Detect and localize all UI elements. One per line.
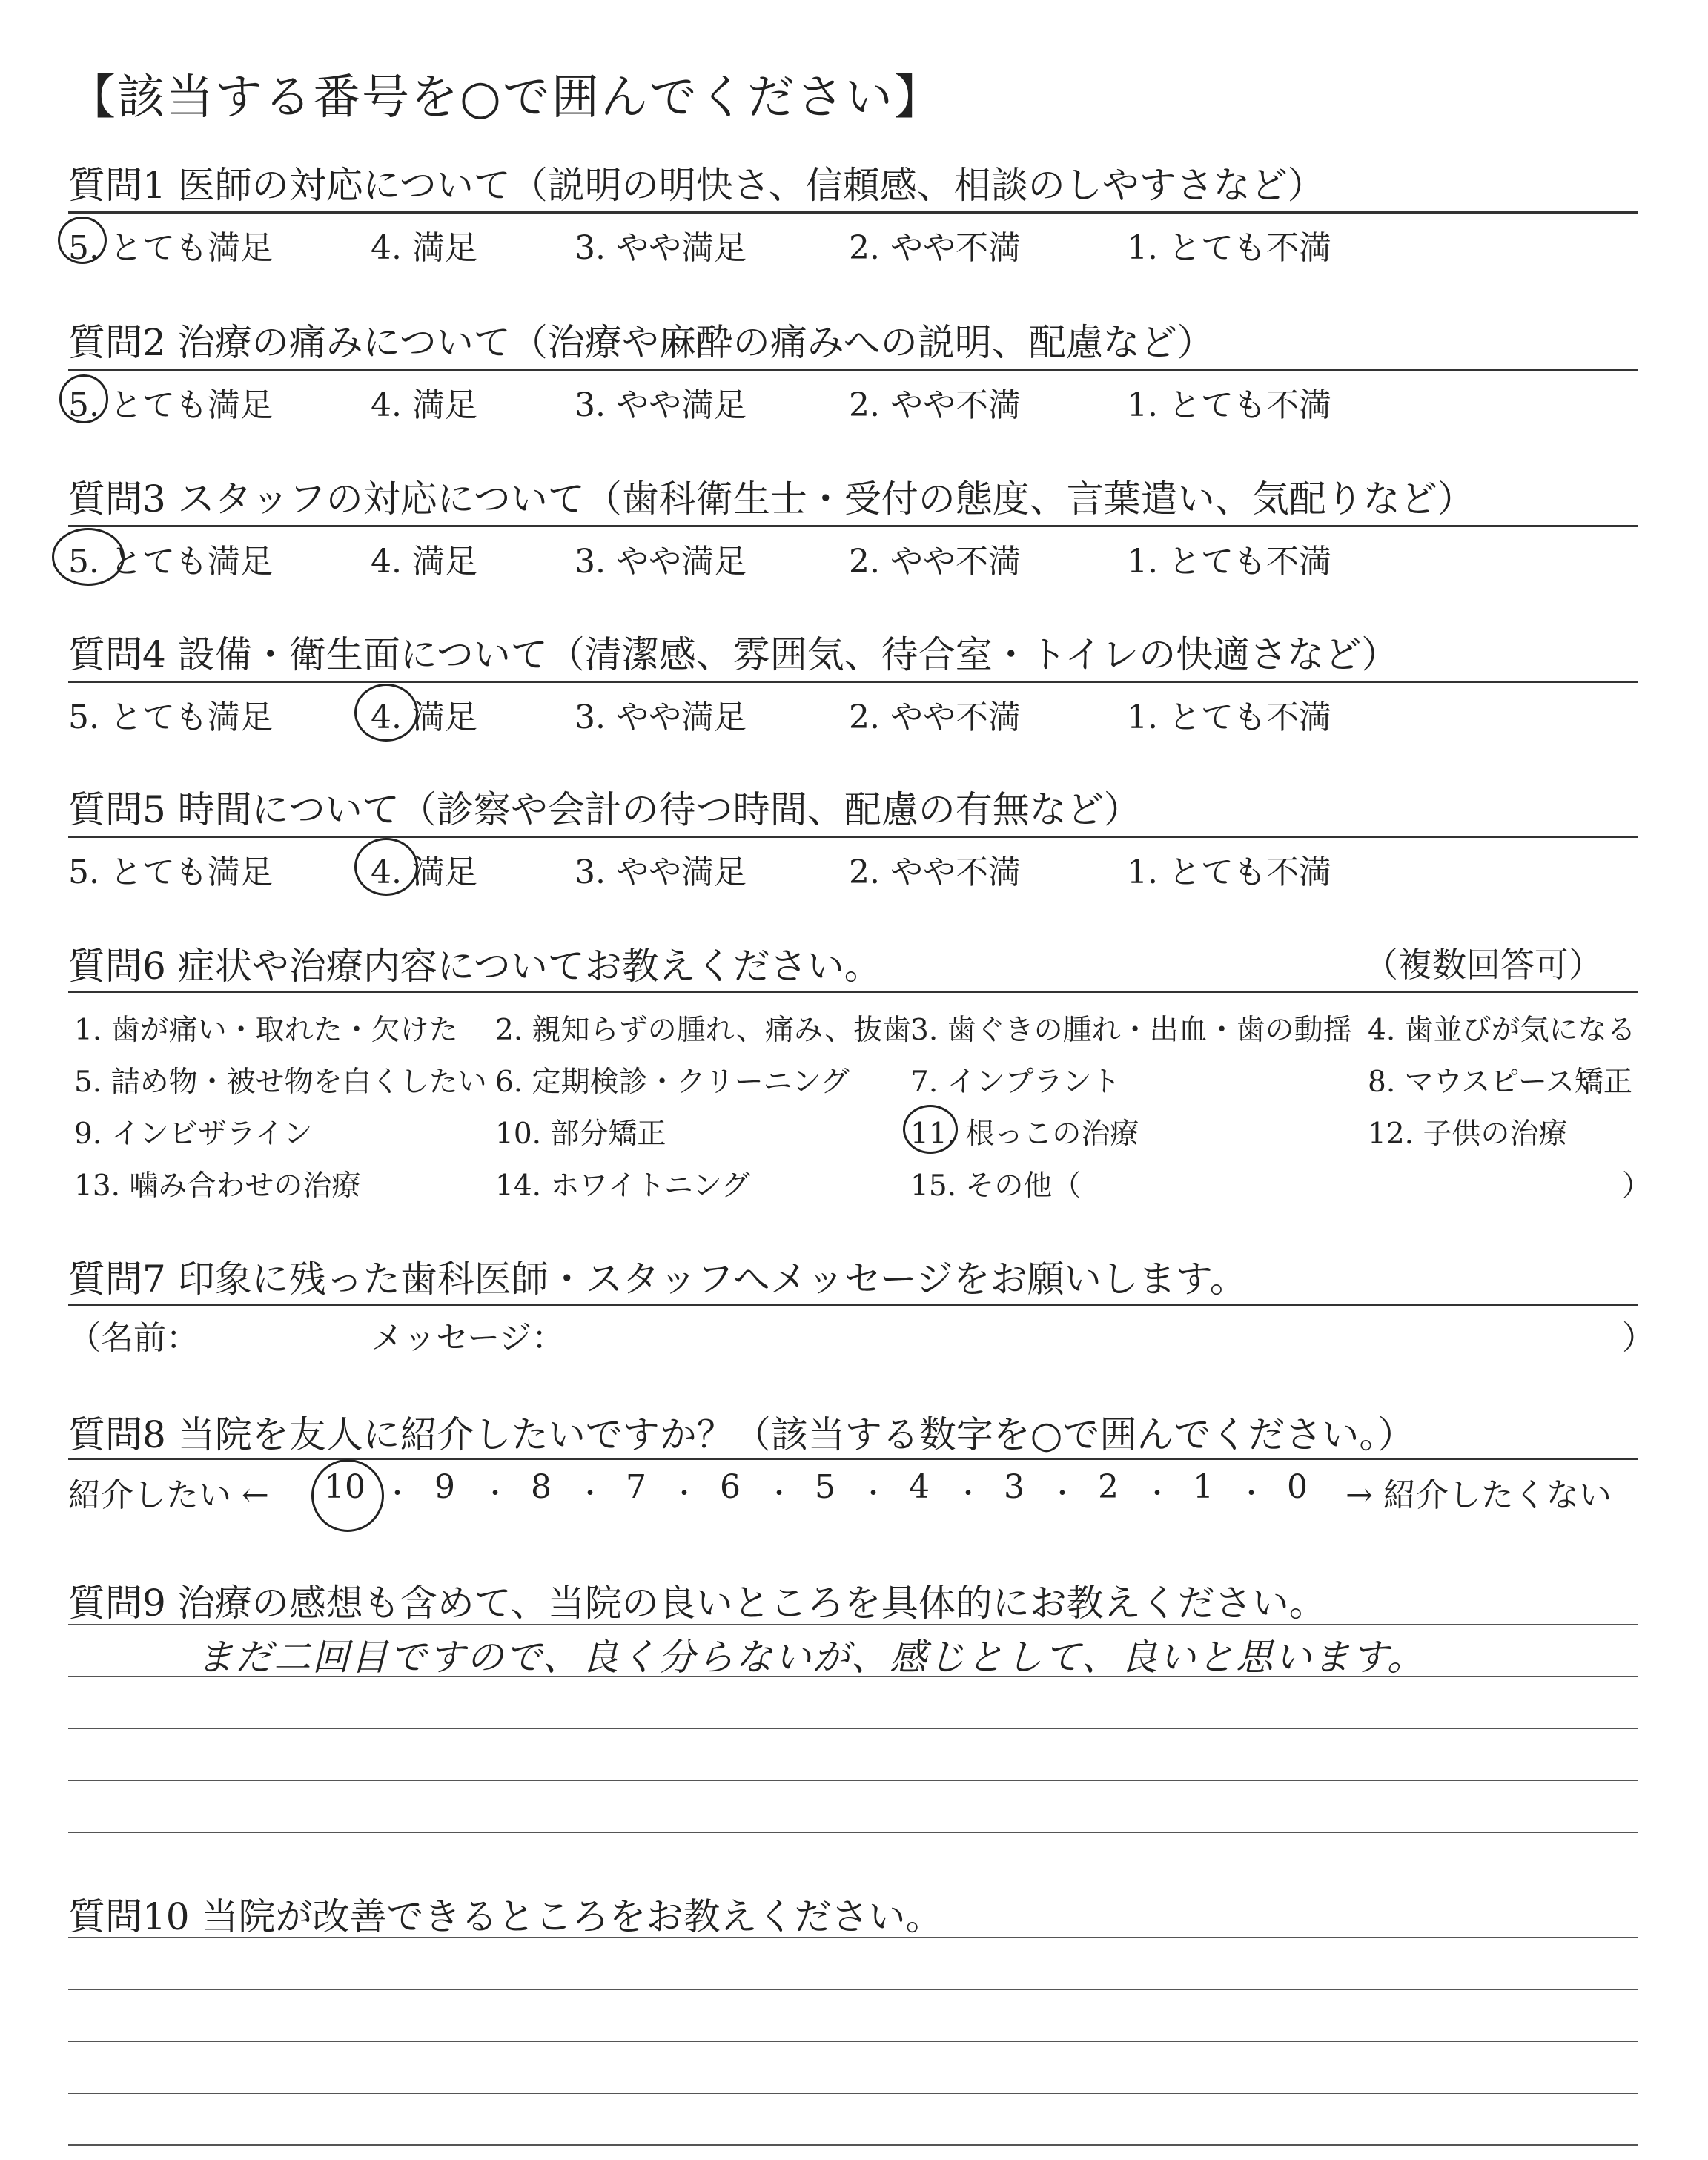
question-10-rule	[68, 1937, 1638, 1938]
q8-left-label: 紹介したい ←	[68, 1476, 269, 1514]
q2-option-1[interactable]: 1. とても不満	[1127, 386, 1331, 424]
q8-scale-0[interactable]: 0	[1287, 1468, 1308, 1506]
question-6-title: 質問6 症状や治療内容についてお教えください。	[68, 945, 881, 988]
q8-scale-8[interactable]: 8	[531, 1468, 552, 1506]
q3-option-1[interactable]: 1. とても不満	[1127, 543, 1331, 581]
q6-option-12[interactable]: 12. 子供の治療	[1368, 1117, 1568, 1151]
q8-separator: ・	[1144, 1479, 1171, 1509]
question-8-rule	[68, 1458, 1638, 1460]
q4-option-4[interactable]: 4. 満足	[371, 698, 477, 736]
q8-separator: ・	[671, 1479, 698, 1509]
q9-handwritten-answer[interactable]: まだ二回目ですので、良く分らないが、感じとして、良いと思います。	[196, 1636, 1426, 1679]
q8-separator: ・	[384, 1479, 411, 1509]
q3-option-5[interactable]: 5. とても満足	[68, 543, 273, 581]
q4-option-2[interactable]: 2. やや不満	[849, 698, 1021, 736]
question-2-rule	[68, 369, 1638, 371]
q1-option-5[interactable]: 5. とても満足	[68, 229, 273, 267]
q6-option-6[interactable]: 6. 定期検診・クリーニング	[495, 1066, 850, 1099]
q1-option-3[interactable]: 3. やや満足	[575, 229, 747, 267]
question-7-title: 質問7 印象に残った歯科医師・スタッフへメッセージをお願いします。	[68, 1258, 1247, 1301]
q8-separator: ・	[955, 1479, 982, 1509]
q4-option-3[interactable]: 3. やや満足	[575, 698, 747, 736]
q3-option-4[interactable]: 4. 満足	[371, 543, 477, 581]
question-4-rule	[68, 681, 1638, 683]
question-6-note: （複数回答可）	[1364, 945, 1603, 985]
q8-scale-2[interactable]: 2	[1098, 1468, 1119, 1506]
answer-line	[68, 1728, 1638, 1729]
q8-separator: ・	[577, 1479, 604, 1509]
q7-close-paren: ）	[1622, 1319, 1655, 1357]
question-3-title: 質問3 スタッフの対応について（歯科衛生士・受付の態度、言葉遣い、気配りなど）	[68, 478, 1474, 521]
q8-scale-9[interactable]: 9	[434, 1468, 455, 1506]
question-5-rule	[68, 836, 1638, 838]
question-8-title: 質問8 当院を友人に紹介したいですか？（該当する数字を○で囲んでください。）	[68, 1413, 1415, 1456]
q6-option-4[interactable]: 4. 歯並びが気になる	[1368, 1014, 1636, 1047]
q6-option-13[interactable]: 13. 噛み合わせの治療	[74, 1169, 361, 1203]
answer-line	[68, 1832, 1638, 1833]
answer-line	[68, 1780, 1638, 1781]
q1-option-1[interactable]: 1. とても不満	[1127, 229, 1331, 267]
q2-selection-circle	[59, 374, 108, 423]
answer-line	[68, 2144, 1638, 2146]
question-9-title: 質問9 治療の感想も含めて、当院の良いところを具体的にお教えください。	[68, 1582, 1326, 1625]
q3-selection-circle	[52, 528, 125, 586]
q8-scale-1[interactable]: 1	[1193, 1468, 1214, 1506]
question-1-title: 質問1 医師の対応について（説明の明快さ、信頼感、相談のしやすさなど）	[68, 164, 1325, 207]
question-1-rule	[68, 211, 1638, 214]
q6-option-8[interactable]: 8. マウスピース矯正	[1368, 1066, 1632, 1099]
q1-selection-circle	[58, 217, 107, 264]
q8-selection-circle	[311, 1459, 384, 1532]
question-3-rule	[68, 525, 1638, 527]
q6-option-1[interactable]: 1. 歯が痛い・取れた・欠けた	[74, 1014, 458, 1047]
question-9-rule	[68, 1624, 1638, 1625]
q6-option-15[interactable]: 15. その他（	[910, 1169, 1082, 1203]
q6-selection-circle	[903, 1105, 958, 1154]
q8-scale-4[interactable]: 4	[909, 1468, 930, 1506]
q4-selection-circle	[354, 684, 418, 742]
answer-line	[68, 2093, 1638, 2094]
q5-option-3[interactable]: 3. やや満足	[575, 853, 747, 891]
q4-option-5[interactable]: 5. とても満足	[68, 698, 273, 736]
q4-option-1[interactable]: 1. とても不満	[1127, 698, 1331, 736]
q6-option-2[interactable]: 2. 親知らずの腫れ、痛み、抜歯	[495, 1014, 912, 1047]
q2-option-4[interactable]: 4. 満足	[371, 386, 477, 424]
q5-option-4[interactable]: 4. 満足	[371, 853, 477, 891]
q8-scale-3[interactable]: 3	[1004, 1468, 1025, 1506]
q8-scale-5[interactable]: 5	[815, 1468, 835, 1506]
q8-separator: ・	[766, 1479, 793, 1509]
q2-option-3[interactable]: 3. やや満足	[575, 386, 747, 424]
question-7-rule	[68, 1304, 1638, 1306]
question-4-title: 質問4 設備・衛生面について（清潔感、雰囲気、待合室・トイレの快適さなど）	[68, 633, 1399, 676]
q5-option-1[interactable]: 1. とても不満	[1127, 853, 1331, 891]
question-10-title: 質問10 当院が改善できるところをお教えください。	[68, 1895, 943, 1938]
q5-selection-circle	[354, 838, 418, 896]
q8-separator: ・	[1049, 1479, 1076, 1509]
q8-separator: ・	[860, 1479, 887, 1509]
q8-scale-7[interactable]: 7	[626, 1468, 646, 1506]
form-header: 【該当する番号を○で囲んでください】	[68, 70, 943, 125]
q2-option-2[interactable]: 2. やや不満	[849, 386, 1021, 424]
q8-separator: ・	[1238, 1479, 1265, 1509]
q6-other-close-paren: ）	[1622, 1169, 1652, 1203]
answer-line	[68, 2041, 1638, 2042]
question-6-rule	[68, 991, 1638, 993]
question-2-title: 質問2 治療の痛みについて（治療や麻酔の痛みへの説明、配慮など）	[68, 321, 1214, 364]
q2-option-5[interactable]: 5. とても満足	[68, 386, 273, 424]
q6-option-3[interactable]: 3. 歯ぐきの腫れ・出血・歯の動揺	[910, 1014, 1352, 1047]
q8-right-label: → 紹介したくない	[1345, 1476, 1612, 1514]
q8-separator: ・	[482, 1479, 509, 1509]
q3-option-2[interactable]: 2. やや不満	[849, 543, 1021, 581]
q7-message-label: メッセージ：	[371, 1319, 565, 1357]
q6-option-10[interactable]: 10. 部分矯正	[495, 1117, 666, 1151]
q6-option-5[interactable]: 5. 詰め物・被せ物を白くしたい	[74, 1066, 487, 1099]
q6-option-7[interactable]: 7. インプラント	[910, 1066, 1121, 1099]
answer-line	[68, 1676, 1638, 1677]
q1-option-4[interactable]: 4. 満足	[371, 229, 477, 267]
q6-option-11[interactable]: 11. 根っこの治療	[910, 1117, 1139, 1151]
q7-name-label: （名前：	[68, 1319, 199, 1357]
q1-option-2[interactable]: 2. やや不満	[849, 229, 1021, 267]
q3-option-3[interactable]: 3. やや満足	[575, 543, 747, 581]
question-5-title: 質問5 時間について（診察や会計の待つ時間、配慮の有無など）	[68, 788, 1141, 831]
q5-option-5[interactable]: 5. とても満足	[68, 853, 273, 891]
q5-option-2[interactable]: 2. やや不満	[849, 853, 1021, 891]
q6-option-14[interactable]: 14. ホワイトニング	[495, 1169, 750, 1203]
q8-scale-6[interactable]: 6	[720, 1468, 741, 1506]
answer-line	[68, 1989, 1638, 1990]
q8-scale-10[interactable]: 10	[324, 1468, 365, 1506]
q6-option-9[interactable]: 9. インビザライン	[74, 1117, 313, 1151]
